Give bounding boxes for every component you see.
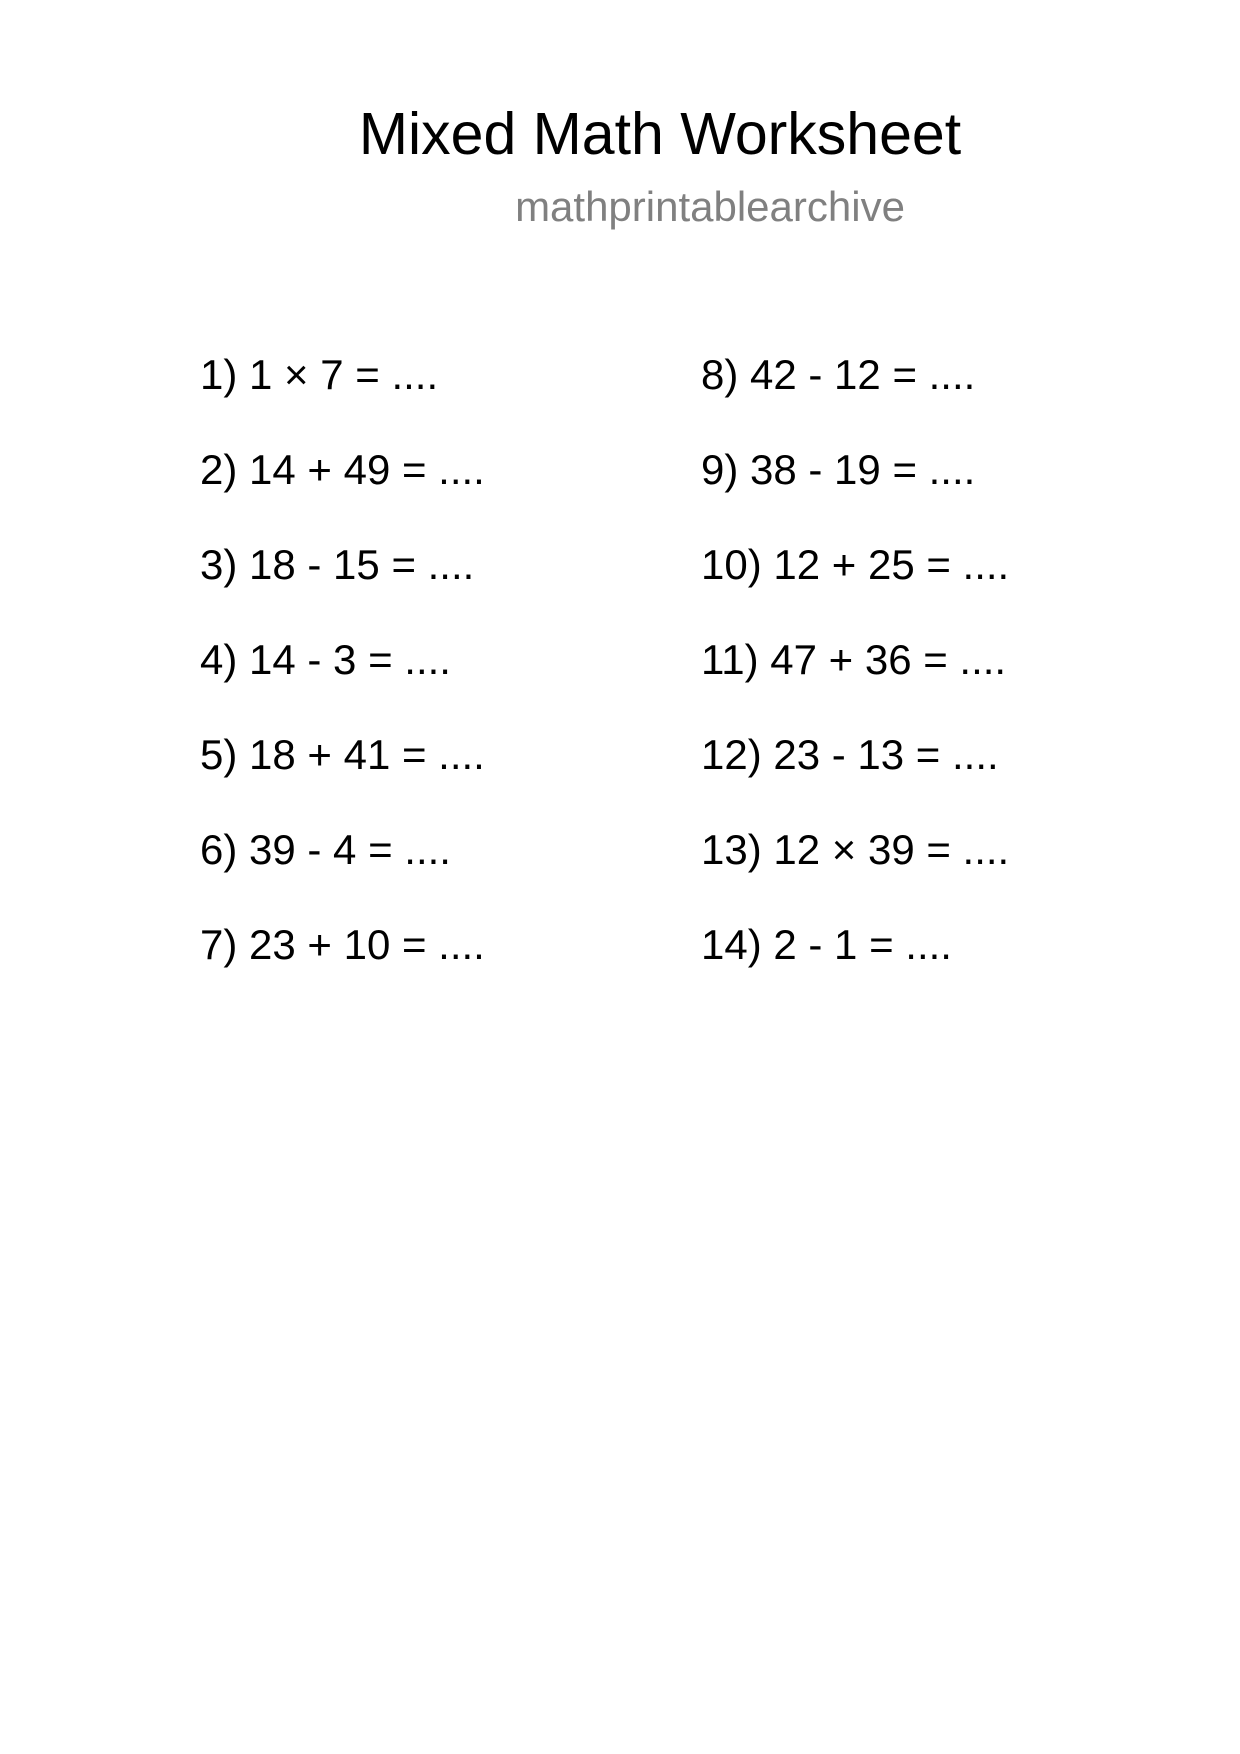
problem-column-right	[701, 348, 1009, 1013]
problem-item: 10) 12 + 25 = ....	[701, 541, 1010, 588]
problem-item: 3) 18 - 15 = ....	[200, 541, 475, 588]
problem-item: 4) 14 - 3 = ....	[200, 636, 451, 683]
problem-item: 8) 42 - 12 = ....	[701, 351, 976, 398]
problem-item: 1) 1 × 7 = ....	[200, 351, 439, 398]
problem-item: 2) 14 + 49 = ....	[200, 446, 485, 493]
problem-item: 12) 23 - 13 = ....	[701, 731, 999, 778]
problem-item: 7) 23 + 10 = ....	[200, 921, 485, 968]
problem-item: 5) 18 + 41 = ....	[200, 731, 485, 778]
problem-item: 14) 2 - 1 = ....	[701, 921, 952, 968]
problem-column-left	[200, 348, 485, 1013]
problem-item: 11) 47 + 36 = ....	[701, 636, 1007, 683]
problem-item: 13) 12 × 39 = ....	[701, 826, 1010, 873]
worksheet-title: Mixed Math Worksheet	[358, 101, 962, 167]
problem-item: 9) 38 - 19 = ....	[701, 446, 976, 493]
problem-item: 6) 39 - 4 = ....	[200, 826, 451, 873]
worksheet-subtitle: mathprintablearchive	[515, 183, 905, 230]
